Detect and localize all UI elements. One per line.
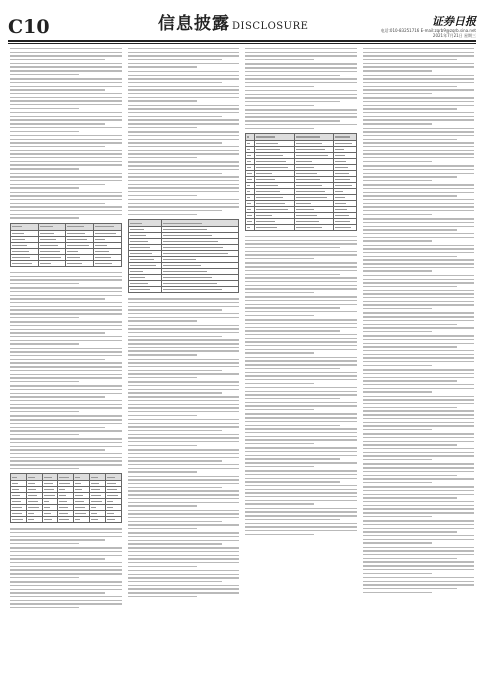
text-paragraph: [128, 48, 240, 68]
column-1: [10, 48, 122, 682]
text-paragraph: [128, 325, 240, 356]
text-paragraph: [363, 547, 475, 574]
text-paragraph: [245, 109, 357, 129]
table-cell: [42, 517, 58, 523]
table-row: [11, 223, 122, 230]
table-cell: [74, 517, 90, 523]
text-paragraph: [10, 547, 122, 578]
text-paragraph: [363, 245, 475, 272]
table-cell: [161, 287, 238, 293]
text-paragraph: [363, 396, 475, 431]
table-cell: [246, 224, 255, 230]
table-cell: [26, 474, 42, 481]
data-table: [128, 219, 240, 293]
text-paragraph: [128, 359, 240, 379]
text-paragraph: [363, 218, 475, 242]
table-cell: [105, 474, 121, 481]
text-paragraph: [128, 161, 240, 196]
table-cell: [294, 133, 334, 140]
table-cell: [26, 517, 42, 523]
table-row: [128, 220, 239, 227]
text-paragraph: [245, 413, 357, 444]
text-paragraph: [245, 63, 357, 87]
text-paragraph: [363, 97, 475, 124]
masthead-rule: [8, 40, 476, 42]
text-paragraph: [128, 449, 240, 473]
table-cell: [11, 260, 39, 266]
table-cell: [58, 474, 74, 481]
text-paragraph: [10, 272, 122, 284]
text-paragraph: [10, 348, 122, 383]
table-cell: [254, 133, 294, 140]
table-cell: [128, 220, 161, 227]
table-cell: [58, 517, 74, 523]
table-cell: [66, 223, 94, 230]
text-paragraph: [10, 321, 122, 345]
text-paragraph: [128, 476, 240, 507]
text-paragraph: [245, 387, 357, 411]
text-paragraph: [128, 419, 240, 446]
table-cell: [11, 517, 27, 523]
text-paragraph: [128, 131, 240, 158]
column-4: [363, 48, 475, 682]
text-paragraph: [245, 319, 357, 354]
text-paragraph: [10, 192, 122, 219]
text-paragraph: [10, 581, 122, 608]
text-paragraph: [10, 173, 122, 189]
text-paragraph: [363, 577, 475, 593]
text-paragraph: [10, 385, 122, 412]
text-paragraph: [128, 570, 240, 597]
text-paragraph: [363, 75, 475, 95]
text-paragraph: [128, 381, 240, 416]
text-paragraph: [245, 508, 357, 535]
text-paragraph: [363, 520, 475, 544]
section-title-cn: 信息披露: [158, 14, 230, 34]
text-paragraph: [10, 287, 122, 318]
text-paragraph: [128, 71, 240, 102]
text-paragraph: [10, 135, 122, 170]
column-2: [128, 48, 240, 682]
section-title: [158, 13, 308, 38]
table-cell: [246, 133, 255, 140]
text-paragraph: [10, 48, 122, 75]
text-paragraph: [363, 463, 475, 483]
page-code: C10: [8, 16, 50, 38]
text-paragraph: [363, 128, 475, 163]
table-cell: [74, 474, 90, 481]
table-cell: [38, 223, 66, 230]
table-cell: [42, 474, 58, 481]
text-paragraph: [245, 262, 357, 293]
text-paragraph: [128, 298, 240, 322]
masthead: [8, 12, 476, 38]
article-columns: [10, 48, 474, 682]
table-cell: [66, 260, 94, 266]
table-cell: [38, 260, 66, 266]
text-paragraph: [363, 486, 475, 517]
table-cell: [11, 223, 39, 230]
text-paragraph: [363, 335, 475, 366]
edition-date: 2021年7月21日 星期三: [432, 33, 476, 38]
text-paragraph: [10, 112, 122, 132]
text-paragraph: [363, 369, 475, 393]
text-paragraph: [10, 528, 122, 544]
text-paragraph: [10, 415, 122, 435]
text-paragraph: [245, 470, 357, 505]
text-paragraph: [128, 510, 240, 530]
data-table: [10, 223, 122, 267]
text-paragraph: [128, 532, 240, 567]
newspaper-brand-logo: 证券日报: [432, 15, 476, 28]
table-cell: [89, 517, 105, 523]
text-paragraph: [363, 48, 475, 72]
table-row: [11, 474, 122, 481]
table-row: [11, 517, 122, 523]
text-paragraph: [363, 312, 475, 332]
table-cell: [254, 224, 294, 230]
text-paragraph: [363, 165, 475, 181]
text-paragraph: [245, 236, 357, 260]
masthead-rule-thin: [8, 43, 476, 44]
table-row: [128, 287, 239, 293]
text-paragraph: [363, 275, 475, 310]
table-row: [246, 133, 357, 140]
text-paragraph: [245, 296, 357, 316]
table-cell: [334, 224, 356, 230]
column-3: [245, 48, 357, 682]
text-paragraph: [128, 199, 240, 215]
section-title-en: DISCLOSURE: [232, 21, 309, 32]
text-paragraph: [363, 433, 475, 460]
table-cell: [89, 474, 105, 481]
data-table: [245, 133, 357, 231]
table-cell: [128, 287, 161, 293]
masthead-info: [381, 15, 476, 38]
text-paragraph: [245, 447, 357, 467]
text-paragraph: [128, 105, 240, 129]
contact-line: 电话:010-83251716 E-mail:zqrb9@zqrb.sina.net: [380, 28, 476, 33]
data-table: [10, 473, 122, 523]
table-row: [246, 224, 357, 230]
table-cell: [93, 223, 121, 230]
table-row: [11, 260, 122, 266]
text-paragraph: [10, 438, 122, 469]
table-cell: [294, 224, 334, 230]
text-paragraph: [245, 357, 357, 384]
text-paragraph: [10, 78, 122, 109]
table-cell: [11, 474, 27, 481]
table-cell: [161, 220, 238, 227]
text-paragraph: [245, 48, 357, 60]
table-cell: [93, 260, 121, 266]
table-cell: [105, 517, 121, 523]
text-paragraph: [245, 90, 357, 106]
table-cell: [334, 133, 356, 140]
text-paragraph: [363, 184, 475, 215]
